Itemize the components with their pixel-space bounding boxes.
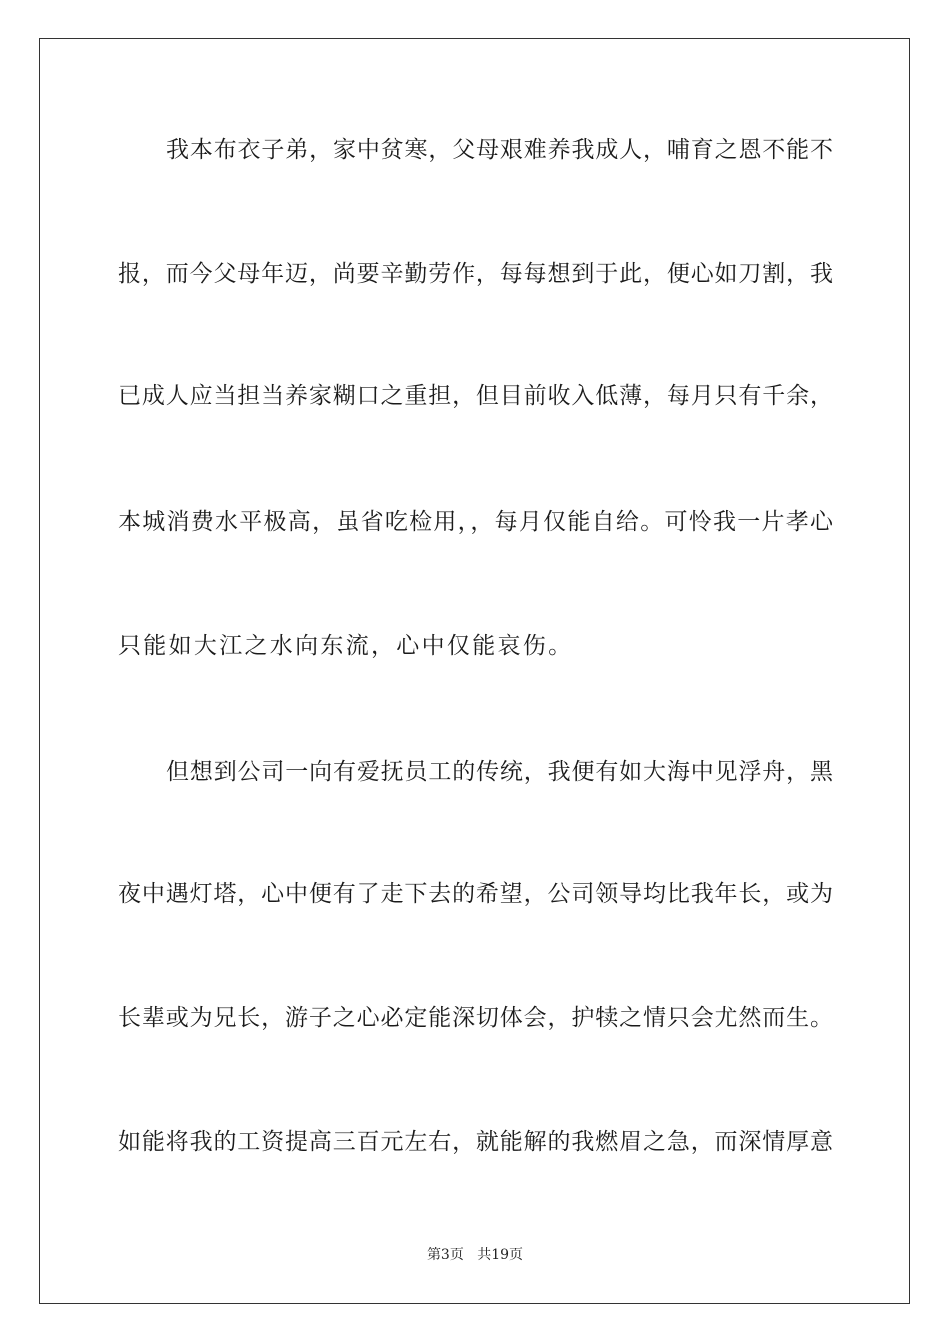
paragraph-1-line-5: 只能如大江之水向东流，心中仅能哀伤。 [118, 633, 574, 659]
paragraph-2-line-1: 但想到公司一向有爱抚员工的传统，我便有如大海中见浮舟，黑 [166, 759, 833, 785]
page-border [39, 38, 910, 1304]
paragraph-2-line-3: 长辈或为兄长，游子之心必定能深切体会，护犊之情只会尤然而生。 [118, 1005, 833, 1031]
paragraph-1-line-4: 本城消费水平极高，虽省吃检用，，每月仅能自给。可怜我一片孝心 [118, 509, 833, 535]
page-number: 第3页 [426, 1247, 464, 1263]
paragraph-2-line-2: 夜中遇灯塔，心中便有了走下去的希望，公司领导均比我年长，或为 [118, 881, 833, 907]
paragraph-1-line-1: 我本布衣子弟，家中贫寒，父母艰难养我成人，哺育之恩不能不 [166, 137, 833, 163]
paragraph-2-line-4: 如能将我的工资提高三百元左右，就能解的我燃眉之急，而深情厚意 [118, 1129, 833, 1155]
page-total: 共19页 [477, 1247, 524, 1263]
paragraph-1-line-3: 已成人应当担当养家糊口之重担，但目前收入低薄，每月只有千余， [118, 383, 833, 409]
page-footer [0, 1246, 950, 1264]
paragraph-1-line-2: 报，而今父母年迈，尚要辛勤劳作，每每想到于此，便心如刀割，我 [118, 261, 833, 287]
